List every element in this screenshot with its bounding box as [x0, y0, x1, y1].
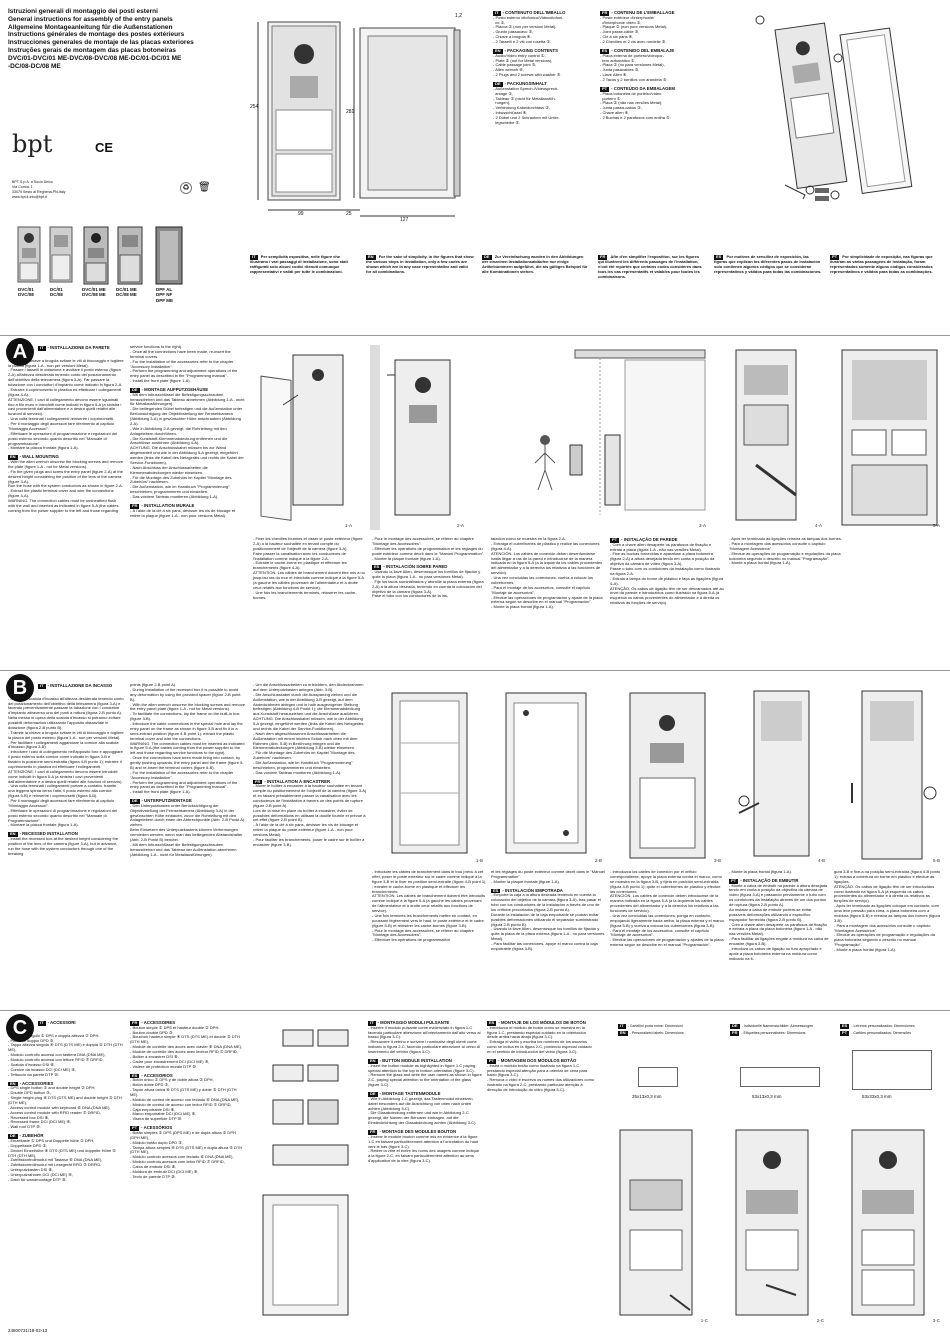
company-line: Via Cornia, 1: [12, 184, 33, 189]
figure-label: 5-B: [932, 857, 940, 863]
packaging-illustration: [715, 10, 943, 225]
section-heading: - CONTENUTO DELL'IMBALLO: [502, 10, 566, 15]
note-text: Zur Vereinfachung wurden in den Abbildungen der einzelnen Installationsabläufen nur einige Artikelnummern aufgeführt, die als gültiges Beispiel für alle Kombinationen stehen.: [482, 254, 589, 274]
company-line: 33079 Sesto al Reghena-PN-Italy: [12, 189, 66, 194]
lang-tag: PT: [602, 85, 608, 91]
title-line: Instructions générales de montage des postes extérieurs: [8, 31, 185, 39]
lang-tag: ES: [716, 254, 722, 259]
section-c-col-3: [368, 1020, 482, 1325]
lang-tag: FR: [370, 1129, 376, 1135]
section-body: talación como se muestra en la figura 2-A. - Extraiga el cubrebornes de plástico y realice las conexiones (figura 4-A). ATENCIÓN. Los cables de conexión deben desenfundarse hasta llegar a ras de la pared e introducirse de la manera indicada en la figura 5-A (a la izquierda los cables procedentes del alimentador y a la derecha los relativos a las funciones de servicio). - Una vez concluidas las conexiones, vuelva a colocar los cubrebornes. - Para el montaje de los accesorios, consulte el capítulo "Montaje de accesorios". - Efectúe las operaciones de programación y ajuste de la placa externa según se describe en el manual "Programación". - Monte la placa frontal (figura 1-A).: [491, 536, 603, 610]
note-text: Por simplicidade de exposição, nas figuras que ilustram as várias passagens de instalação, foram representados somente alguns códigos considerados representativos e válidos para todas as combinações.: [830, 254, 934, 274]
label-head-text: - Personalized labels: Dimensions: [629, 1031, 684, 1035]
dim-w2: 25: [346, 211, 352, 217]
section-heading: - INSTALAÇÃO DE PAREDE: [621, 537, 678, 542]
section-heading: - PACKAGING CONTENTS: [504, 47, 558, 53]
section-body: - Tramite la chiave a brugola svitare le viti di bloccaggio e togliere la placca (figura 1-A - non per versioni Metal). - Fissare i tasselli in dotazione e avvitare il posto esterno (figura 2-A) all'altezza desiderata tenendo conto del posizionamento dell'obiettivo della telecamera (figura 3-A). Far passare la tubazione con i conduttori d'impianto come indicato in figura 2-A. - Estrarre il coprimorsetto in plastica ed effettuare i collegamenti (figura 4-A). ATTENZIONE. I cavi di collegamento devono essere sguainati fino a filo muro e introdotti come indicati in figura 5-A (a sinistra i cavi provenienti dall'alimentatore e a destra quelli relativi alle funzioni di servizio). - Una volta terminati i collegamenti reinserire i coprimorsetti. - Per il montaggio degli accessori fare riferimento al capitolo "Montaggio Accessori". - Effettuare le operazioni di programmazione e regolazioni del posto esterno secondo quanto descritto nel "Manuale di programmazione". - Montare la placca frontale (figura 1-A).: [8, 357, 124, 451]
lang-tag: DE: [484, 254, 490, 259]
label-head-it: [618, 1024, 683, 1029]
figure-4-a-svg: [716, 345, 826, 530]
lang-tag: ES: [374, 564, 380, 570]
title-line: Instrucciones generales de montaje de las placas exteriores: [8, 39, 194, 47]
lang-tag: PT: [731, 877, 737, 883]
section-body: - Usando la llave Allen, desenrosque los tornillos de fijación y quite la placa (figura 1-A - no para versiones Metal). - Fije los tacos suministrados y atornille la placa externa (figura 2-A) a la altura deseada, teniendo en cuenta la colocación del objetivo de la cámara (figura 3-A). Pase el tubo con los conductores de la ins-: [372, 569, 484, 599]
section-heading: - MONTAGGIO MODULI PULSANTE: [377, 1020, 450, 1025]
figure-3-b: [610, 683, 725, 865]
label-head-text: - Cartões personalizados: Dimensões: [851, 1031, 912, 1035]
section-body: - Empotre la caja a la altura deseada teniendo en cuenta la colocación del objetivo de la cámara (figura 3-A), tras pasar el tubo con los conductores de la instalación a través de uno de los orificios precortados (figura 2-B punto A). Durante la instalación de la caja empotrable se podrán evitar posibles deformaciones utilizando el separador suministrado (figura 2-B punto B). - Usando la llave Allen, desenrosque los tornillos de fijación y quite la placa de la placa externa (figura 1-A - no para versiones Metal). - Para facilitar las conexiones, apoye el marco contra la caja empotrable (figura 3-B).: [491, 892, 605, 951]
note-text: Afin d'en simplifier l'exposition, sur les figures qui illustrent les différents passages de l'installation, n'ont été reportés que certains codes considérés dans tous les cas représentatifs et valables pour toutes les combinaisons.: [598, 254, 703, 279]
note-text: Per semplicità espositiva, nelle figure che illustrano i vari passaggi di installazione, sono stati raffigurati solo alcuni codici ritenuti comunque rappresentativi e validi per tutte le combinazioni.: [250, 254, 349, 274]
notes-row: [250, 255, 945, 325]
note-it: [250, 255, 358, 275]
lang-tag: DE: [132, 387, 138, 392]
title-line: Allgemeine Montageanleitung für die Außenstationen: [8, 23, 173, 31]
figure-3-c: [832, 1120, 944, 1325]
lang-tag: DE: [495, 81, 501, 87]
title-line: Istruzioni generali di montaggio dei posti esterni: [8, 8, 158, 15]
section-body: - Placa externa de portero/videopor- tero automático ①, - Placa ② (no para versiones Metal), - Junta pasacables ③, - Llave Allen ④, - 2 Tacos y 2 tornillos con arandela ⑤.: [600, 52, 668, 83]
title-line: -DC/08-DC/08 ME: [8, 62, 61, 70]
note-fr: [598, 255, 706, 280]
label-head-fr: [730, 1031, 805, 1036]
label-head-text: - Letreros personalizados: Dimensiones: [851, 1024, 915, 1028]
section-a-badge: A: [6, 338, 34, 366]
figure-label: 2-B: [594, 857, 602, 863]
section-a-row2-col-4: [610, 537, 724, 663]
lang-tag: ES: [842, 1023, 848, 1028]
figure-2-c-svg: [716, 1120, 828, 1325]
section-body: - Introduzca el módulo de botón como se muestra en la figura 1-C, prestando especial cuidado en la orientación desde arriba hacia abajo (figura 3-C). - Extraiga el vidrio y escriba los nombres de los usuarios como se indica en la figura 2-C, poniendo especial cuidado en el sentido de introducción del vidrio (figura 3-C).: [487, 1024, 592, 1055]
section-heading: - BUTTON MODULE INSTALLATION: [379, 1057, 452, 1063]
figure-label: 1-B: [475, 857, 483, 863]
figure-2-b: [491, 683, 606, 865]
section-a-col-1: [8, 345, 124, 663]
lang-tag: EN: [495, 47, 501, 53]
model-label: DC/01 ME DC/08 ME: [116, 287, 137, 298]
section-a-row2-col-1: [253, 537, 367, 663]
section-body: - DPS single button ① and double height ② DPH, - Double DPD button ③, - Single height plug ④ DTS (DTS ME) and double height ⑤ DTH (DTH ME), - Access control module with keyboard ⑥ DNA (DNA ME), - Access control module with RFID reader ⑦ DRFID, - Recessed box DSI ⑧, - Recessed frame DCI (DCI ME) ⑨, - Wall roof DTP ⑩.: [8, 1085, 122, 1130]
section-body: - Botão simples ① DPS (DPS ME) e de dupla altura ② DPH (DPH ME), - Módulo botão duplo DPD ③, - Tampa altura simples ④ DTS (DTS ME) e dupla altura ⑤ DTH (DTH ME), - Módulo controlo acessos com teclado ⑥ DNA (DNA ME), - Módulo controlo acessos com leitor RFID ⑦ DRFID, - Caixa de embutir DSI ⑧, - Moldura de embutir DCI (DCI ME) ⑨, - Tecto de parede DTP ⑩.: [130, 1129, 243, 1179]
lang-tag: ES: [493, 887, 499, 893]
doc-code: 24800731/18-02-13: [8, 1328, 48, 1333]
section-body: - Após ter terminado as ligações reinsira as tampas dos bornes. - Para a montagem dos acessórios consulte o capítulo "Montagem Acessórios". - Efectue as operações de programação e regulações da placa botoneira segundo o descrito no manual "Programação". - Monte a placa frontal (figura 1-A).: [729, 536, 842, 566]
section-heading: - INSTALAÇÃO DE EMBUTIR: [740, 877, 799, 883]
note-text: Por motivos de sencillez de exposición, las figuras que explican los diferentes pasos de instalación solo contienen algunos códigos que se consideran representativos y válidos para todas las combinaciones.: [714, 254, 822, 274]
figure-2-b-svg: [491, 683, 606, 865]
section-body: - Einzeltaste ① DPS und Doppelte höhe ② DPH, - Doppeltaste DPD ③, - Deckel Einzelhöhe ④ DTS (DTS ME) und doppelte Höhe ⑤ DTH (DTH ME), - Zutrittskontrollmodul mit Tastatur ⑥ DNA (DNA ME), - Zutrittskontrollmodul mit Lesegerät RFID ⑦ DRFID, - Unterputzkasten DSI ⑧, - Unterputzrahmen DCI (DCI ME) ⑨, - Dach für wandmontage DTP ⑩.: [8, 1137, 116, 1182]
label-head-text: - Cartellini porta nome: Dimensioni: [627, 1024, 683, 1028]
title-line: Instruções gerais de montagem das placas botoneiras: [8, 46, 176, 54]
model-thumbnails: [8, 225, 213, 330]
lang-tag: ES: [132, 1072, 138, 1078]
lang-tag: ES: [489, 1020, 495, 1025]
section-heading: - INSTALLAZIONE DA PARETE: [47, 345, 110, 350]
lang-tag: IT: [252, 254, 256, 259]
figure-2-a-svg: [365, 345, 468, 530]
brand-logo: [12, 130, 52, 158]
figure-3-b-svg: [610, 683, 725, 865]
section-body: - Install the recessed box at the desired height considering the position of the lens of the camera (figure 3-A), but in advance, run the hose with the system conductors through one of the breaking: [8, 836, 120, 856]
section-body: - Placa botoneira de porteiro/vídeo porteiro ①, - Placa ② (não nas versões Metal), - Junta passa-cabos ③, - Chave allen ④, - 2 Buchas e 2 parafusos com anilha ⑤.: [600, 90, 671, 121]
section-body: points (figure 2-B point A). - During installation of the recessed box it is possible to avoid any deformation by using the provided spacer (figure 2-B point B). - With the allen wrench unscrew the blocking screws and remove the entry panel plate (figure 1-A - not for Metal versions). - To facilitate the connections, lay the frame on the built-in box (figure 3-B). - Introduce the cable connections in the special hole and lay the entry panel on the frame as shown in figure 3-B and fix it in a semi-extract position (figure 4-B point 1); extract the plastic terminal cover and wire the connections. WARNING. The connection cables must be inserted as indicated in figure 5-A (the cables coming from the power supplier to the left and those regarding service functions to the right). - Once the connections have been made bring into contact, by gently pushing upwards, the entry panel and the frame (figure 5-B) and re-insert the terminal covers (figure 5-B). - For the installation of the accessories refer to the chapter "Accessory Installation". - Perform the programming and adjustment operations of the entry panel as described in the "Programming manual". - Install the front plate (figure 1-A).: [130, 682, 245, 795]
figure-label: 4-B: [817, 857, 825, 863]
dim-w3: 127: [400, 217, 409, 223]
lang-tag: PT: [612, 537, 618, 542]
accessories-illustration: [253, 1020, 363, 1325]
lang-tag: FR: [132, 502, 138, 508]
lang-tag: PT: [842, 1030, 848, 1035]
model-dc01-me: [118, 227, 142, 284]
lang-tag: EN: [10, 831, 16, 837]
weee-bin-icon: 🗑: [198, 182, 211, 193]
note-pt: [830, 255, 942, 275]
lang-tag: FR: [600, 254, 606, 259]
lang-tag: EN: [10, 454, 16, 460]
section-body: - Mit dem Inbusschlüssel die Befestigungsschrauben herausdrehen und das Tableau abnehmen (Abbildung 1-A - nicht für Metallausführungen). - Die beiliegenden Dübel befestigen und die Außenstation unter Berücksichtigung der Objektivstellung der Fernsehkamera (Abbildung 3-A) in gewünschter Höhe anschrauben (Abbildung 2-A). - Wie in Abbildung 2-A gezeigt, die Rohrleitung mit den Anlageleitern durchführen. - Die Kunststoff-Klemmenabdeckung entfernen und die Anschlüsse ausführen (Abbildung 4-A). ACHTUNG. Die Anschlusskabel müssen bis zur Wand abgemantelt und wie in der Abbildung 5-A gezeigt, eingeführt werden (links die Kabel des Netzgeräts und rechts die Kabel der Service-Funktionen). - Nach Abschluss der Anschlussarbeiten die Klemmenabdeckungen wieder einsetzen. - Für die Montage des Zubehörs im Kapitel "Montage des Zubehörs" nachlesen. - Die Außenstation, wie im Handbuch "Programmierung" beschrieben, programmieren und einstellen. - Das vordere Tableau montieren (Abbildung 1-A).: [130, 391, 245, 500]
lang-tag: EN: [620, 1030, 626, 1035]
divider: [0, 670, 950, 671]
section-body: - Insira o módulo botão como ilustrado na figura 1-C prestando especial atenção para a orientar de cima para baixo (figura 3-C). - Remova o vidro e escreva os nomes dos utilizadores como ilustrado na figura 2-C, prestando particular atenção à direcção de introdução do vidro (figura 3-C).: [487, 1062, 595, 1093]
section-heading: - UNTERPUTZMONTAGE: [141, 798, 192, 804]
section-body: - Um die Anschlussarbeiten zu erleichtern, den Abdeckrahmen auf dem Unterputzkasten anlegen (Abb. 3-B). - Die Anschlusskabel durch die Aussparung ziehen und die Außenstation, wie in der Abbildung 3-B gezeigt, auf dem Abdeckrahmen ablegen und in halb ausgezogener Stellung befestigen (Abbildung 4-B Punkt 1); die Klemmenabdeckung aus Kunststoff herausziehen und die Anschlüsse ausführen. ACHTUNG. Die Anschlusskabel müssen, wie in der Abbildung 5-A gezeigt, eingeführt werden (links die Kabel des Netzgeräts und rechts die Kabel der Service-Funktionen). - Nach dem abgeschlossenen Anschlussarbeiten die Außenstation mit einem leichten Schub nach oben mit dem Rahmen (Abb. 5-B) in Berührung bringen und die Klemmenabdeckungen (Abbildung 3-B) wieder einsetzen. - Für die Montage des Zubehörs im Kapitel "Montage des Zubehörs" nachlesen. - Die Außenstation, wie im Handbuch "Programmierung" beschrieben, programmieren und einstellen. - Das vordere Tableau montieren (Abbildung 1-A).: [253, 682, 364, 775]
section-body: - Pour le montage des accessoires, se référer au chapitre "Montage des Accessoires". - Effectuer les opérations de programmation et les réglages du poste extérieur comme décrit dans le "Manuel Programmation". - Monter la plaque frontale (figure 1-A).: [372, 536, 485, 561]
note-en: [366, 255, 474, 275]
section-heading: - ACCESSOIRES: [141, 1020, 176, 1025]
figure-1-c-svg: [600, 1120, 712, 1325]
section-b-col-2: [130, 683, 245, 1005]
title-line: General instructions for assembly of the entry panels: [8, 15, 173, 23]
section-heading: - MONTAJE DE LOS MÓDULOS DE BOTÓN: [498, 1020, 586, 1025]
lang-tag: PT: [132, 1125, 138, 1131]
section-b-row2-col-5: [834, 870, 944, 1005]
figure-2-c: [716, 1120, 828, 1325]
lang-tag: ES: [602, 47, 608, 53]
figure-3-a: [475, 345, 710, 530]
section-heading: - CONTENIDO DEL EMBALAJE: [611, 47, 675, 53]
label-sample-large: [852, 1050, 932, 1090]
section-heading: - CONTENU DE L'EMBALLAGE: [611, 10, 675, 15]
packaging-svg: [715, 10, 943, 225]
section-b-col-3: [253, 683, 367, 865]
model-dc01: [50, 227, 72, 282]
title-line: DVC/01-DVC/01 ME-DVC/08-DVC/08 ME-DC/01-DC/01 ME: [8, 54, 182, 62]
section-a-row2-col-2: [372, 537, 486, 663]
divider: [0, 1010, 950, 1011]
note-de: [482, 255, 590, 275]
label-sample-small: [638, 1067, 678, 1087]
section-body: service functions to the right). - Once all the connections have been made, re-insert the terminal covers. - For the installation of the accessories refer to the chapter "Accessory Installation". - Perform the programming and adjustment operations of the entry panel as described in the "Programming manual". - Install the front plate (figure 1-A).: [130, 344, 238, 384]
model-dvc01-me: [84, 227, 108, 284]
model-label: DVC/01 DVC/08: [18, 287, 34, 298]
section-heading: - MONTAGE TASTENMODULE: [379, 1091, 441, 1097]
ce-mark-text: CE: [95, 140, 114, 155]
label-head-text: - Individuelle Namensschilder: Abmessungen: [741, 1024, 814, 1028]
ce-mark: [95, 140, 113, 155]
company-info: [12, 180, 66, 199]
section-heading: - INSTALLATION À ENCASTRER: [264, 778, 331, 784]
figure-4-b: [729, 683, 829, 865]
section-a-row2-col-3: [491, 537, 605, 663]
section-body: - Wie in Abbildung 1-C gezeigt, das Tastenmodul einsetzen, dabei besonders auf die Ausrichtung von oben nach unten achten (Abbildung 3-C). - Die Glasabdeckung entfernen und wie in Abbildung 2-C gezeigt, die Namen der Benutzer eintragen, auf die Einsteckrichtung der Glasabdeckung achten (Abbildung 3-C).: [368, 1095, 477, 1126]
section-b-row2-col-1: [372, 870, 486, 1005]
section-body: - Murare la scatola d'incasso all'altezza desiderata tenendo conto del posizionamento dell'obiettivo della telecamera (figura 3-A) e facendo preventivamente passare la tubazione con i conduttori d'impianto attraverso uno dei punti a rottura (figura 2-B punto A). Nella messa in opera della scatola d'incasso si potranno evitare possibili deformazioni utilizzando l'apposito distanziale in dotazione (figura 2-B punto B). - Tramite la chiave a brugola svitare le viti di bloccaggio e togliere la placca del posto esterno (figura 1-A - non per versioni Metal). - Per facilitare i collegamenti agganciare la cornice alla scatola d'incasso (figura 3-B). - Introdurre i cavi di collegamento nell'apposito foro e appoggiare il posto esterno sulla cornice come indicato in figura 3-B e fissarlo in posizione semi-estratta (figura 4-B punto 1); estrarre il coprimorsetto in plastica ed effettuare i collegamenti. ATTENZIONE. I cavi di collegamento devono essere introdotti come indicati in figura 5-A (a sinistra i cavi provenienti dall'alimentatore e a destra quelli relativi alle funzioni di servizio). - Una volta terminati i collegamenti portare a contatto, tramite una leggera spinta verso l'alto, il posto esterno alla cornice (figura 5-B) e reinserire i coprimorsetti (figura 5-B). - Per il montaggio degli accessori fare riferimento al capitolo "Montaggio Accessori". - Effettuare le operazioni di programmazione e regolazioni del posto esterno secondo quanto descritto nel "Manuale di Programmazione". - Montare la placca frontale (figura 1-A).: [8, 695, 124, 828]
section-body: - Botón único ① DPS y de doble altura ② DPH, - Botón doble DPD ③, - Tapón altura única ④ DTS (DTS ME) y doble ⑤ DTH (DTH ME), - Módulo de control de acceso con teclado ⑥ DNA (DNA ME), - Módulo de control de acceso con lector RFID ⑦ DRFID, - Caja empotrable DSI ⑧, - Marco empotrable DCI (DCI ME) ⑨, - Visera de superficie DTP ⑩.: [130, 1077, 240, 1122]
section-heading: - INSTALACIÓN SOBRE PARED: [383, 564, 448, 570]
section-body: et les réglages du poste extérieur comme décrit dans le "Manuel Programmation". - Monter la plaque frontale (figure 1-A).: [491, 869, 605, 884]
figure-1-c: [600, 1120, 712, 1325]
label-size: 53x13x0,3 mm: [752, 1094, 782, 1099]
lang-tag: IT: [370, 1020, 374, 1025]
figure-label: 2-C: [816, 1317, 824, 1323]
figure-3-c-svg: [832, 1120, 944, 1325]
figure-label: 3-C: [932, 1317, 940, 1323]
section-heading: - INSTALLATION MURALE: [141, 502, 195, 508]
dim-d: 1,2: [455, 13, 462, 19]
lang-tag: EN: [370, 1057, 376, 1063]
lang-tag: IT: [40, 1020, 44, 1025]
lang-tag: FR: [602, 10, 608, 15]
section-c-badge: C: [6, 1014, 34, 1042]
label-head-es: [840, 1024, 915, 1029]
label-head-de: [730, 1024, 813, 1029]
section-body: - Introduire les câbles de branchement dans le trou prévu à cet effet, poser le poste extérieur sur le cadre comme indiqué à la figure 3-B et le fixer en position semi-extraite (figure 4-B point 1) ; extraire le cache-borne en plastique et effectuer les branchements. ATTENTION. Les câbles de branchement doivent être introduits comme indiqué à la figure 5-A (à gauche les câbles provenant de l'alimentateur et à droite ceux relatifs aux fonctions de service). - Une fois terminés les branchements mettre en contact, en poussant légèrement vers le haut, le poste extérieur et le cadre (figure 5-B) et réinsérer les cache-bornes (figure 3-B). - Pour le montage des accessoires, se référer au chapitre "Montage des Accessoires". - Effectuer les opérations de programmation: [372, 869, 486, 943]
lang-tag: DE: [132, 798, 138, 804]
accessories-svg: [253, 1020, 363, 1325]
section-body: - Posto esterno citofonico/Videocitofoni- co ①, - Placca ② (non per versioni Metal), - Giunto passacavo ③, - Chiave a brugola ④, - 2 Tasselli e 2 viti con rosetta ⑤.: [493, 14, 564, 45]
figure-5-b-svg: [832, 683, 944, 865]
lang-tag: DE: [732, 1023, 738, 1028]
figure-label: 5-A: [932, 522, 940, 528]
lang-tag: IT: [620, 1023, 624, 1028]
section-body: - Monte a caixa de embutir na parede à altura desejada tendo em conta a posição da objectiva da câmara de vídeo (figura 3-A) e passando previamente o tubo com os condutores da instalação através de um dos pontos de ruptura (figura 2-B ponto A). Ao instalar a caixa de embutir podem-se evitar possíveis deformações utilizando o específico espaçador fornecido (figura 2-B ponto B). - Com a chave allen desaperte os parafusos de fixação e extraia a placa da placa botoneira (figura 1-A - não nas versões Metal). - Para facilitar as ligações engate a moldura na caixa de encastre (figura 3-B). - Introduza os cabos de ligação no furo apropriado e apoie a placa botoneira externa na moldura como indicado na fi-: [729, 882, 829, 961]
lang-tag: DE: [10, 1133, 16, 1139]
section-heading: - INSTALACIÓN EMPOTRADA: [502, 887, 563, 893]
packaging-col-1: [493, 10, 598, 126]
section-body: - Com a chave allen desaperte os parafusos de fixação e extraia a placa (figura 1-A - não nas versões Metal). - Fixe as buchas fornecidas e aparafuse a placa botoneira (figura 2-A) à altura desejada tendo em conta a posição da objetiva da câmara de vídeo (figura 3-A). Passe o tubo com os condutores da instalação como ilustrado na figura 2-A. - Extraia a tampa do borne de plástico e faça as ligações (figura 4-A). ATENÇÃO. Os cabos de ligação têm de ser descarnados até ao nível da parede e introduzidos como ilustrado na figura 5-A (à esquerda os cabos provenientes do alimentador e à direita os relativos às funções de serviço).: [610, 541, 724, 606]
figure-4-b-svg: [729, 683, 829, 865]
header-title-block: [8, 8, 248, 70]
label-size: 25x13x0,3 mm: [632, 1094, 662, 1099]
section-heading: - MONTAGE DES MODULES BOUTON: [379, 1129, 457, 1135]
dimension-drawing: [250, 10, 470, 225]
label-head-en: [618, 1031, 684, 1036]
figure-1-a-svg: [253, 345, 356, 530]
section-heading: - WALL MOUNTING: [19, 454, 59, 460]
section-heading: - ACCESSORIES: [19, 1080, 54, 1086]
dimension-svg: [250, 10, 470, 225]
model-label: DPF AL DPF NF DPF ME: [156, 287, 174, 303]
note-text: For the sake of simplicity, in the figures that show the various steps in installation, only a few codes are shown which are in any case representative and valid for all combinations.: [366, 254, 475, 274]
dim-h2: 281: [346, 109, 355, 115]
recycle-icon: ♻: [180, 182, 192, 194]
figure-label: 3-B: [713, 857, 721, 863]
section-heading: - CONTEÚDO DA EMBALAGEM: [611, 85, 675, 91]
labels-dimensions-panel: [600, 1022, 944, 1112]
section-b-row2-col-2: [491, 870, 605, 1005]
figure-2-a: [365, 345, 468, 530]
lang-tag: EN: [368, 254, 374, 259]
lang-tag: PT: [832, 254, 838, 259]
section-body: - Insert the button module as highlighted in figure 1-C paying special attention to the top to bottom orientation (figure 3-C). - Remove the glass and write the user names as shown in figure 2-C, paying special attention to the orientation of the glass (figure 3-C).: [368, 1062, 482, 1088]
section-body: - Außenstation Sprech-/Videosprech- anlage ①, - Tableau ② (nicht für Metallausfüh- rungen), - Verbindung Kabeldurchlass ③, - Inbusschlüssel ④, - 2 Dübel und 2 Schrauben mit Unter- legscheibe ⑤.: [493, 85, 560, 125]
company-line: www.bpt.it-info@bpt.it: [12, 194, 47, 199]
section-body: - Audio/Video entry control ①, - Plate ② (not for Metal versions), - Cable passage joint ③, - Allen wrench ④, - 2 Plugs and 2 screws with washer ⑤.: [493, 52, 562, 78]
section-body: - Introduzca los cables de conexión por el orificio correspondiente, apoye la placa externa contra el marco, como se muestra en la figura 3-B, y fíjela en posición semi-extraída (figura 4-B punto 1); quite el cubrebornes de plástico y efectúe las conexiones. ATENCIÓN. Los cables de conexión deben introducirse de la manera indicada en la figura 5-A (a la izquierda los cables procedentes del alimentador y a la derecha los relativos a las funciones de servicio). - Una vez concluidas las conexiones, ponga en contacto, empujando ligeramente hacia arriba, la placa externa y el marco (figura 5-B) y vuelva a colocar los cubrebornes (figura 3-B). - Para el montaje de los accesorios, consulte el capítulo "Montaje de accesorios". - Efectúe las operaciones de programación y ajustes de la placa externa según se describe en el manual "Programación".: [610, 869, 724, 948]
section-body: - Poste extérieur d'interphonie/ d'interphonie vidéo ①, - Plaque ② (non pour versions Metal), - Joint passe-câble ③, - Clé à six pans ④, - 2 Chevilles et 2 vis avec rondelle ⑤.: [600, 14, 668, 45]
model-label: DC/01 DC/08: [50, 287, 63, 298]
figure-label: 2-A: [456, 522, 464, 528]
section-a-col-2: [130, 345, 245, 663]
section-body: gura 3-B e fixe-a na posição semi-extraída (figura 4-B ponto 1); extraia a cobertura do borne em plástico e efectue as ligações. ATENÇÃO. Os cabos de ligação têm de ser introduzidos como ilustrado na figura 5-A (à esquerda os cabos provenientes do alimentador e à direita os relativos às funções de serviço). - Após ter terminado as ligações coloque em contacto, com uma leve pressão para cima, a placa botoneira com a moldura (figura 5-B) e reinsira as tampas dos bornes (figura 3-B). - Para a montagem dos acessórios consulte o capítulo "Montagem Acessórios". - Efectue as operações de programação e regulações da placa botoneira segundo o descrito no manual "Programação". - Monte a placa frontal (figura 1-A).: [834, 869, 941, 952]
section-body: - Den Unterputzkasten unter Berücksichtigung der Objektivstellung der Fernsehkamera (Abbildung 3-A) in der gewünschten Höhe einbauen, zuvor die Rohrleitung mit den Anlageleitern durch einen der Abbrechpunkte (Abb. 2-B Punkt A) ziehen. Beim Einsetzen des Unterputzkastens können Verformungen vermieden werden, wenn man das beiliegenden Abstandshalter (Abb. 2-B Punkt B) benutzt. - Mit dem Inbusschlüssel die Befestigungsschrauben herausdrehen und das Tableau der Außenstation abnehmen (Abbildung 1-A - nicht für Metallausführungen).: [130, 802, 245, 857]
figure-1-a: [253, 345, 356, 530]
section-body: - Murer le boîtier à encastrer à la hauteur souhaitée en tenant compte du positionnement de l'objectif de la caméra (figure 3-A) et en faisant préalablement passer la canalisation avec les conducteurs de l'installation à travers un des points de rupture (figure 2-B point A). Lors de la mise en place du boîtier à encastrer, éviter de possibles déformations en utilisant la douille fournie et prévue à cet effet (figure 2-B point B). - À l'aide de la clé à six pans, dévisser les vis de blocage et retirer la plaque du poste extérieur (figure 1-A - non pour versions Metal). - Pour faciliter les branchements, poser le cadre sur le boîtier à encastrer (figure 3-B).: [253, 783, 367, 847]
packaging-col-2: [600, 10, 705, 121]
figure-label: 1-A: [344, 522, 352, 528]
label-head-text: - Étiquettes personnalisées: Dimensions: [741, 1031, 806, 1035]
company-line: BPT S.p.A. a Socio Unico: [12, 180, 53, 184]
section-b-col-1: [8, 683, 124, 1005]
section-b-row2-col-3: [610, 870, 724, 1005]
figure-3-a-svg: [475, 345, 710, 530]
model-dvc01: [18, 227, 40, 282]
section-body: - Fixer les chevilles fournies et visser le poste extérieur (figure 2-A) à la hauteur souhaitée en tenant compte du positionnement de l'objectif de la caméra (figure 3-A). Faire passer la canalisation avec les conducteurs de l'installation comme indiqué à la figure 2-A. - Extraire le cache-borne en plastique et effectuer les branchements (figure 4-A). ATTENTION. Les câbles de branchement doivent être mis à nu jusqu'au ras du mur et introduits comme indiqué à la figure 5-A (à gauche les câbles provenant de l'alimentateur et à droite ceux relatifs aux fonctions de service). - Une fois les branchements terminés, réinsérer les cache-bornes.: [253, 536, 365, 600]
section-body: - Monte la placa frontal (figura 1-A).: [729, 869, 792, 874]
lang-tag: FR: [255, 778, 261, 784]
figure-5-a: [832, 345, 944, 530]
section-a-row2-col-5: [729, 537, 843, 663]
section-heading: - ACESSÓRIOS: [141, 1125, 173, 1131]
figure-4-a: [716, 345, 826, 530]
label-sample-medium: [740, 1067, 820, 1087]
brand-name: bpt: [12, 130, 53, 158]
section-heading: - MONTAGEM DOS MÓDULOS BOTÃO: [498, 1057, 577, 1063]
section-body: - Insérer le module bouton comme mis en évidence à la figure 1-C en faisant particulièrement attention à l'orientation du haut vers le bas (figure 3-C). - Retirer la vitre et écrire les noms des usagers comme indiqué à la figure 2-C, en faisant particulièrement attention au sens d'application de la vitre (figura 3-C).: [368, 1133, 480, 1164]
figure-5-a-svg: [832, 345, 944, 530]
label-size: 53x33x0,3 mm: [862, 1094, 892, 1099]
lang-tag: DE: [370, 1091, 376, 1097]
lang-tag: PT: [489, 1057, 495, 1063]
section-c-col-1: [8, 1020, 124, 1325]
section-body: - Bouton simple ① DPS et hauteur double ② DPH, - Bouton double DPD ③, - Bouchon hauteur simple ④ DTS (DTS ME) et double ⑤ DTH (DTH ME), - Module de contrôle des accès avec clavier ⑥ DNA (DNA ME), - Module de contrôle des accès avec lecteur RFID ⑦ DRFID, - Boîtier à encastrer DSI ⑧, - Cadre pour encastrement DCI (DCI ME) ⑨, - Visière de protection murale DTP ⑩.: [130, 1024, 243, 1069]
figure-1-b-svg: [372, 683, 487, 865]
model-label: DVC/01 ME DVC/08 ME: [82, 287, 106, 298]
section-heading: - RECESSED INSTALLATION: [19, 831, 78, 837]
divider: [0, 335, 950, 336]
figure-label: 4-A: [814, 522, 822, 528]
section-body: - À l'aide de la clé à six pans, dévisser les vis de blocage et retirer la plaque (figure 1-A - non pour versions Metal).: [130, 507, 237, 518]
model-dpf: [156, 227, 182, 284]
figure-label: 3-A: [698, 522, 706, 528]
section-body: - Pulsante singolo ① DPS e doppia altezza ② DPH, - Pulsante doppio DPD ③, - Tappo altezza singola ④ DTS (DTS ME) e doppia ⑤ DTH (DTH ME), - Modulo controllo accessi con tastiera DNA (DNA ME), - Modulo controllo accessi con lettore RFID ⑦ DRFID, - Scatola d'incasso DSI ⑧, - Cornice da incasso DCI (DCI ME) ⑨, - Tettuccio da parete DTP ⑩.: [8, 1032, 123, 1077]
lang-tag: IT: [40, 683, 44, 688]
figure-label: 1-C: [700, 1317, 708, 1323]
section-body: - With the allen wrench unscrew the blocking screws and remove the plate (figure 1-A - not for Metal versions). - Fix the given plugs and screw the entry panel (figure 2-A) at the desired height considering the position of the lens of the camera (figure 3-A). Run the hose with the system conductors as shown in figure 2-A. - Extract the plastic terminal cover and wire the connections (figure 4-A). WARNING. The connection cables must be unsheathed flush with the wall and inserted as indicated in figure 5-A (the cables coming from the power supplier to the left and those regarding: [8, 459, 123, 513]
section-c-col-4: [487, 1020, 595, 1170]
section-heading: - INSTALLAZIONE DA INCASSO: [47, 683, 113, 688]
dim-w1: 99: [298, 211, 304, 217]
section-heading: - ACCESSORI: [47, 1020, 76, 1025]
section-heading: - PACKUNGSINHALT: [504, 81, 547, 87]
dim-h1: 254: [250, 104, 259, 110]
label-head-pt: [840, 1031, 911, 1036]
section-heading: - ACCESORIOS: [141, 1072, 173, 1078]
lang-tag: FR: [732, 1030, 738, 1035]
section-heading: - ZUBEHÖR: [19, 1133, 44, 1139]
lang-tag: IT: [495, 10, 499, 15]
lang-tag: IT: [40, 345, 44, 350]
lang-tag: FR: [132, 1020, 138, 1025]
section-c-col-2: [130, 1020, 245, 1325]
section-b-row2-col-4: [729, 870, 829, 1005]
section-b-badge: B: [6, 674, 34, 702]
section-body: - Inserire il modulo pulsante come evidenziato in figura 1-C facendo particolare attenzione all'orientamento dall'alto verso al basso (figura 3-C). - Rimuovere il vetrino e scrivere i nominativi degli utenti come indicato in figura 2-C, facendo particolare attenzione al verso di inserimento del vetrino (figura 3-C).: [368, 1024, 481, 1055]
note-es: [714, 255, 822, 275]
figure-5-b: [832, 683, 944, 865]
section-heading: - MONTAGE AUFPUTZGEHÄUSE: [141, 387, 209, 392]
lang-tag: EN: [10, 1080, 16, 1086]
figure-1-b: [372, 683, 487, 865]
